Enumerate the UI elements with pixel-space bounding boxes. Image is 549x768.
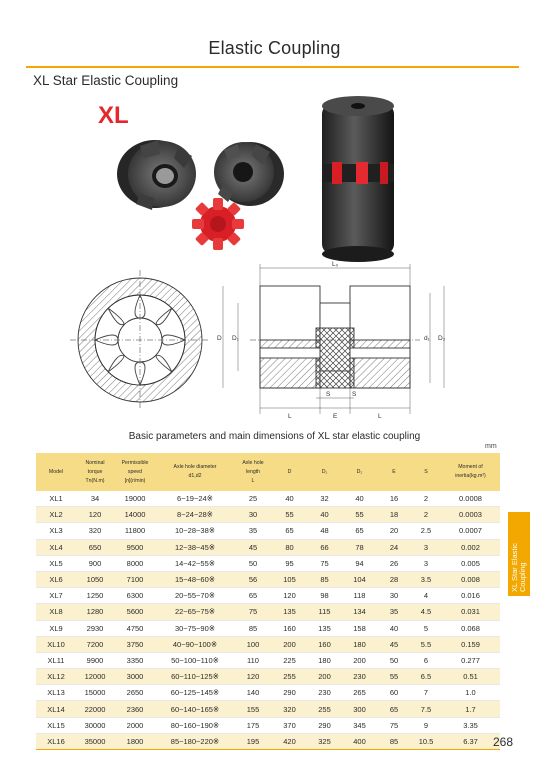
table-cell: 1050 (76, 571, 114, 587)
table-cell: 35 (234, 523, 272, 539)
side-tab-text: XL Star Elastic Coupling (510, 543, 527, 592)
table-cell: 8000 (114, 555, 156, 571)
page-subtitle: XL Star Elastic Coupling (33, 73, 179, 88)
table-row (36, 620, 500, 636)
table-cell: 0.068 (441, 620, 500, 636)
table-cell: 60~110~125※ (156, 669, 234, 685)
header-d: D (272, 453, 307, 491)
table-cell: 85~180~220※ (156, 733, 234, 749)
table-row (36, 636, 500, 652)
dim-small-d1: d₁ (424, 335, 430, 342)
page-number: 268 (493, 735, 514, 749)
table-cell: 370 (272, 717, 307, 733)
table-cell: 1280 (76, 604, 114, 620)
dim-d: D (217, 335, 222, 342)
table-cell: 7.5 (411, 701, 441, 717)
table-cell: 22~65~75※ (156, 604, 234, 620)
table-cell: 11800 (114, 523, 156, 539)
table-cell: 50 (234, 555, 272, 571)
table-cell: 255 (307, 701, 342, 717)
table-cell: 900 (76, 555, 114, 571)
table-cell: XL3 (36, 523, 76, 539)
table-cell: 25 (234, 491, 272, 507)
table-cell: 14000 (114, 507, 156, 523)
table-cell: 320 (272, 701, 307, 717)
table-cell: 85 (377, 733, 411, 749)
table-row (36, 669, 500, 685)
table-cell: 78 (342, 539, 377, 555)
table-cell: 0.0007 (441, 523, 500, 539)
table-cell: 40~90~100※ (156, 636, 234, 652)
table-cell: 1250 (76, 588, 114, 604)
table-row (36, 555, 500, 571)
header-inertia: Moment of inertia(kg.m²) (441, 453, 500, 491)
table-cell: 95 (272, 555, 307, 571)
header-model: Model (36, 453, 76, 491)
table-cell: XL10 (36, 636, 76, 652)
table-cell: 65 (272, 523, 307, 539)
table-cell: 45 (234, 539, 272, 555)
table-cell: 7 (411, 685, 441, 701)
table-cell: 18 (377, 507, 411, 523)
table-cell: 2.5 (411, 523, 441, 539)
table-cell: XL2 (36, 507, 76, 523)
table-cell: 16 (377, 491, 411, 507)
table-row (36, 733, 500, 749)
table-row (36, 507, 500, 523)
table-cell: 2930 (76, 620, 114, 636)
table-cell: 5 (411, 620, 441, 636)
table-cell: 1800 (114, 733, 156, 749)
table-cell: 6 (411, 652, 441, 668)
table-body (36, 491, 500, 750)
table-cell: 180 (307, 652, 342, 668)
table-cell: 3 (411, 555, 441, 571)
left-hub-photo (117, 140, 196, 210)
table-cell: 65 (342, 523, 377, 539)
table-cell: 9900 (76, 652, 114, 668)
table-cell: 22000 (76, 701, 114, 717)
table-cell: 300 (342, 701, 377, 717)
header-bore: Axle hole diameter d1,d2 (156, 453, 234, 491)
middle-hub-photo (214, 142, 284, 206)
table-cell: 0.51 (441, 669, 500, 685)
table-cell: 200 (272, 636, 307, 652)
table-cell: 30 (377, 588, 411, 604)
table-cell: 265 (342, 685, 377, 701)
table-cell: 158 (342, 620, 377, 636)
table-cell: 200 (307, 669, 342, 685)
table-cell: 35000 (76, 733, 114, 749)
product-photo (100, 94, 440, 266)
table-cell: 20 (377, 523, 411, 539)
table-cell: 5600 (114, 604, 156, 620)
table-cell: 118 (342, 588, 377, 604)
table-cell: 12~38~45※ (156, 539, 234, 555)
dim-l0: L₀ (332, 261, 339, 268)
table-cell: XL7 (36, 588, 76, 604)
table-cell: 120 (234, 669, 272, 685)
table-row (36, 604, 500, 620)
table-cell: 2 (411, 507, 441, 523)
table-cell: XL13 (36, 685, 76, 701)
table-cell: 12000 (76, 669, 114, 685)
end-view-drawing (70, 270, 210, 410)
table-cell: 325 (307, 733, 342, 749)
dim-d1: D₁ (232, 335, 239, 342)
table-cell: 10.5 (411, 733, 441, 749)
table-cell: XL6 (36, 571, 76, 587)
table-cell: 55 (377, 669, 411, 685)
table-cell: 15000 (76, 685, 114, 701)
table-cell: 0.008 (441, 571, 500, 587)
table-cell: 200 (342, 652, 377, 668)
table-cell: XL15 (36, 717, 76, 733)
table-cell: 98 (307, 588, 342, 604)
table-cell: 3.35 (441, 717, 500, 733)
table-cell: 6300 (114, 588, 156, 604)
table-cell: 35 (377, 604, 411, 620)
table-cell: 3350 (114, 652, 156, 668)
table-cell: XL8 (36, 604, 76, 620)
table-cell: 40 (342, 491, 377, 507)
table-cell: 650 (76, 539, 114, 555)
table-cell: 230 (342, 669, 377, 685)
table-cell: 28 (377, 571, 411, 587)
technical-drawing (60, 258, 480, 423)
table-row (36, 571, 500, 587)
table-cell: XL11 (36, 652, 76, 668)
table-cell: 6.37 (441, 733, 500, 749)
table-cell: 2360 (114, 701, 156, 717)
table-cell: 55 (342, 507, 377, 523)
table-cell: 48 (307, 523, 342, 539)
table-cell: 85 (234, 620, 272, 636)
header-length: Axle hole length L (234, 453, 272, 491)
table-cell: 65 (377, 701, 411, 717)
table-cell: 290 (272, 685, 307, 701)
table-cell: 80~160~190※ (156, 717, 234, 733)
table-cell: 6.5 (411, 669, 441, 685)
table-cell: 135 (307, 620, 342, 636)
table-cell: 65 (234, 588, 272, 604)
table-cell: 2000 (114, 717, 156, 733)
table-cell: 134 (342, 604, 377, 620)
table-cell: 56 (234, 571, 272, 587)
table-cell: 6~19~24※ (156, 491, 234, 507)
table-cell: XL16 (36, 733, 76, 749)
assembled-coupling-photo (322, 96, 394, 262)
header-speed: Permissible speed [n](r/min) (114, 453, 156, 491)
table-cell: 20~55~70※ (156, 588, 234, 604)
table-cell: 320 (76, 523, 114, 539)
table-cell: 0.0008 (441, 491, 500, 507)
table-cell: XL14 (36, 701, 76, 717)
table-cell: 24 (377, 539, 411, 555)
table-cell: 0.0003 (441, 507, 500, 523)
header-d2: D₂ (342, 453, 377, 491)
table-cell: 75 (307, 555, 342, 571)
table-cell: 10~28~38※ (156, 523, 234, 539)
table-cell: 0.159 (441, 636, 500, 652)
table-row (36, 717, 500, 733)
table-cell: 75 (377, 717, 411, 733)
table-cell: 400 (342, 733, 377, 749)
table-cell: 110 (234, 652, 272, 668)
table-cell: 120 (272, 588, 307, 604)
table-cell: 290 (307, 717, 342, 733)
table-cell: 50~100~110※ (156, 652, 234, 668)
dim-l-right: L (378, 413, 382, 420)
table-cell: 2 (411, 491, 441, 507)
table-cell: 420 (272, 733, 307, 749)
table-cell: 60 (377, 685, 411, 701)
table-cell: 7200 (76, 636, 114, 652)
table-cell: 140 (234, 685, 272, 701)
table-cell: 30 (234, 507, 272, 523)
dim-s-right: S (352, 391, 357, 398)
table-cell: 0.005 (441, 555, 500, 571)
table-cell: 75 (234, 604, 272, 620)
table-cell: 8~24~28※ (156, 507, 234, 523)
table-cell: 195 (234, 733, 272, 749)
dim-s-left: S (326, 391, 331, 398)
table-row (36, 523, 500, 539)
dim-d2: D₂ (438, 335, 446, 342)
table-cell: 105 (272, 571, 307, 587)
table-cell: 40 (377, 620, 411, 636)
table-row (36, 701, 500, 717)
spider-insert-photo (192, 198, 244, 250)
table-cell: 19000 (114, 491, 156, 507)
table-cell: 1.0 (441, 685, 500, 701)
table-row (36, 685, 500, 701)
table-cell: 30000 (76, 717, 114, 733)
table-cell: 50 (377, 652, 411, 668)
table-cell: 1.7 (441, 701, 500, 717)
table-cell: 155 (234, 701, 272, 717)
table-cell: 34 (76, 491, 114, 507)
table-cell: 32 (307, 491, 342, 507)
table-cell: 3000 (114, 669, 156, 685)
table-cell: 175 (234, 717, 272, 733)
table-row (36, 539, 500, 555)
table-cell: 104 (342, 571, 377, 587)
header-s: S (411, 453, 441, 491)
dim-l-left: L (288, 413, 292, 420)
table-cell: 60~140~165※ (156, 701, 234, 717)
table-cell: XL1 (36, 491, 76, 507)
table-cell: XL4 (36, 539, 76, 555)
table-cell: 40 (307, 507, 342, 523)
section-view-drawing (223, 264, 444, 414)
table-cell: 0.016 (441, 588, 500, 604)
table-cell: 4 (411, 588, 441, 604)
parameters-table (36, 453, 500, 750)
table-cell: XL12 (36, 669, 76, 685)
table-cell: 100 (234, 636, 272, 652)
table-header-row (36, 453, 500, 491)
table-cell: 40 (272, 491, 307, 507)
table-cell: 66 (307, 539, 342, 555)
table-cell: 180 (342, 636, 377, 652)
table-cell: XL9 (36, 620, 76, 636)
header-torque: Nominal torque Tn(N.m) (76, 453, 114, 491)
table-cell: 85 (307, 571, 342, 587)
table-cell: 255 (272, 669, 307, 685)
table-row (36, 588, 500, 604)
table-cell: 3750 (114, 636, 156, 652)
product-code-label: XL (98, 102, 129, 129)
table-cell: 7100 (114, 571, 156, 587)
unit-label: mm (485, 443, 497, 450)
header-e: E (377, 453, 411, 491)
header-d1: D₁ (307, 453, 342, 491)
table-cell: 0.277 (441, 652, 500, 668)
table-cell: 120 (76, 507, 114, 523)
table-cell: 9500 (114, 539, 156, 555)
table-cell: 4.5 (411, 604, 441, 620)
table-cell: 9 (411, 717, 441, 733)
table-cell: 14~42~55※ (156, 555, 234, 571)
table-cell: 3 (411, 539, 441, 555)
table-cell: 0.031 (441, 604, 500, 620)
table-cell: 135 (272, 604, 307, 620)
table-cell: 55 (272, 507, 307, 523)
table-cell: 115 (307, 604, 342, 620)
table-cell: 0.002 (441, 539, 500, 555)
table-cell: 2650 (114, 685, 156, 701)
table-cell: 4750 (114, 620, 156, 636)
table-cell: 230 (307, 685, 342, 701)
title-underline (26, 66, 519, 68)
table-cell: 15~48~60※ (156, 571, 234, 587)
table-cell: 345 (342, 717, 377, 733)
table-cell: 160 (272, 620, 307, 636)
dim-e: E (333, 413, 338, 420)
table-cell: 160 (307, 636, 342, 652)
table-row (36, 652, 500, 668)
table-row (36, 491, 500, 507)
table-cell: 30~75~90※ (156, 620, 234, 636)
table-cell: XL5 (36, 555, 76, 571)
table-cell: 3.5 (411, 571, 441, 587)
page-title: Elastic Coupling (208, 38, 341, 58)
table-cell: 225 (272, 652, 307, 668)
table-cell: 94 (342, 555, 377, 571)
table-cell: 5.5 (411, 636, 441, 652)
table-caption: Basic parameters and main dimensions of XL star elastic coupling (128, 431, 421, 442)
table-cell: 45 (377, 636, 411, 652)
table-cell: 80 (272, 539, 307, 555)
table-cell: 26 (377, 555, 411, 571)
table-cell: 60~125~145※ (156, 685, 234, 701)
